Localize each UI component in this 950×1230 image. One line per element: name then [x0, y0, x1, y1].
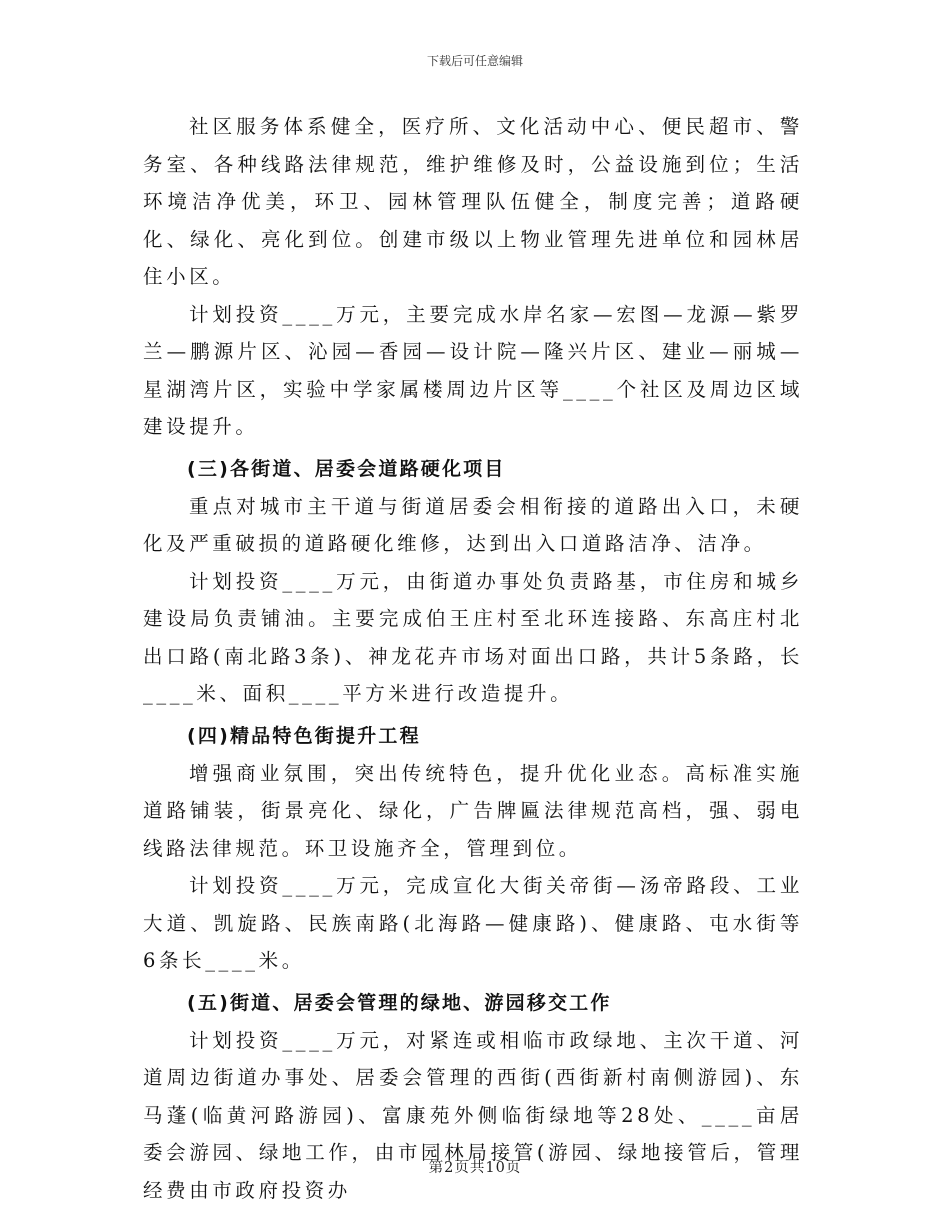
page-number: 第2页共10页	[428, 1160, 522, 1176]
paragraph-investment-4: 计划投资____万元，对紧连或相临市政绿地、主次干道、河道周边街道办事处、居委会管理的西街(西街新村南侧游园)、东马蓬(临黄河路游园)、富康苑外侧临街绿地等28处、____亩居委会游园、绿地工作，由市园林局接管(游园、绿地接管后，管理经费由市政府投资办	[143, 1028, 803, 1202]
section-heading-3: (三)各街道、居委会道路硬化项目	[187, 457, 506, 480]
paragraph-community-services: 社区服务体系健全，医疗所、文化活动中心、便民超市、警务室、各种线路法律规范，维护维修及时，公益设施到位；生活环境洁净优美，环卫、园林管理队伍健全，制度完善；道路硬化、绿化、亮化到位。创建市级以上物业管理先进单位和园林居住小区。	[143, 115, 803, 288]
page-header: 下载后可任意编辑	[426, 54, 523, 68]
paragraph-investment-2: 计划投资____万元，由街道办事处负责路基，市住房和城乡建设局负责铺油。主要完成伯王庄村至北环连接路、东高庄村北出口路(南北路3条)、神龙花卉市场对面出口路，共计5条路，长____米、面积____平方米进行改造提升。	[143, 569, 803, 705]
paragraph-investment-1: 计划投资____万元，主要完成水岸名家—宏图—龙源—紫罗兰—鹏源片区、沁园—香园—设计院—隆兴片区、建业—丽城—星湖湾片区，实验中学家属楼周边片区等____个社区及周边区域建设提升。	[143, 302, 803, 438]
paragraph-investment-3: 计划投资____万元，完成宣化大街关帝街—汤帝路段、工业大道、凯旋路、民族南路(北海路—健康路)、健康路、屯水街等6条长____米。	[143, 874, 803, 972]
paragraph-road-hardening: 重点对城市主干道与街道居委会相衔接的道路出入口，未硬化及严重破损的道路硬化维修，达到出入口道路洁净、洁净。	[143, 494, 803, 555]
document-body	[143, 108, 803, 1209]
section-heading-4: (四)精品特色街提升工程	[187, 724, 421, 747]
section-heading-5: (五)街道、居委会管理的绿地、游园移交工作	[187, 991, 612, 1014]
paragraph-featured-street: 增强商业氛围，突出传统特色，提升优化业态。高标准实施道路铺装，街景亮化、绿化，广告牌匾法律规范高档，强、弱电线路法律规范。环卫设施齐全，管理到位。	[143, 761, 803, 860]
